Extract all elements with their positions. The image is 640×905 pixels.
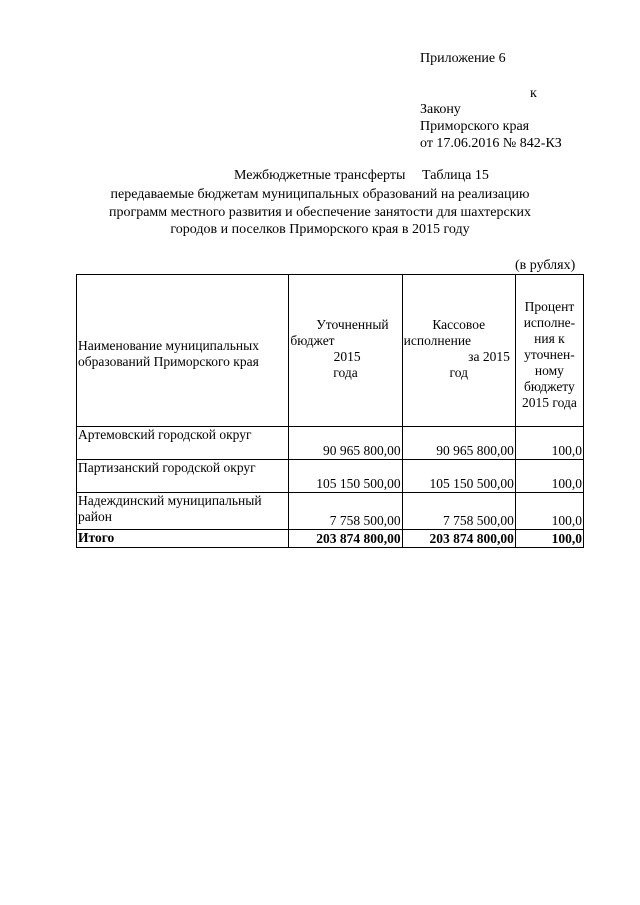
heading-line-4: городов и поселков Приморского края в 2015 году (170, 222, 470, 237)
row-name: Партизанский городской округ (77, 460, 289, 493)
row-budget: 105 150 500,00 (289, 460, 402, 493)
appendix-number: Приложение 6 (420, 51, 506, 66)
heading-line-2: передаваемые бюджетам муниципальных образований на реализацию (110, 187, 530, 202)
transfers-table (76, 274, 584, 548)
row-budget: 7 758 500,00 (289, 493, 402, 530)
table-total-row (77, 530, 584, 548)
header-budget-line: бюджет (290, 333, 335, 348)
header-cash-line: год (449, 365, 468, 380)
table-row (77, 460, 584, 493)
total-percent: 100,0 (515, 530, 583, 548)
header-cash (402, 275, 515, 427)
row-percent: 100,0 (515, 460, 583, 493)
total-label: Итого (77, 530, 289, 548)
table-header-row (77, 275, 584, 427)
header-cash-line: Кассовое (432, 317, 486, 332)
row-name: Артемовский городской округ (77, 427, 289, 460)
header-percent-line: ному (534, 362, 564, 378)
header-budget-line: Уточненный (316, 317, 389, 332)
header-name-line: образований Приморского края (78, 353, 259, 369)
total-budget: 203 874 800,00 (289, 530, 402, 548)
header-budget (289, 275, 402, 427)
row-cash: 105 150 500,00 (402, 460, 515, 493)
header-percent-line: Процент (524, 298, 575, 314)
table-row (77, 493, 584, 530)
heading-line-3: программ местного развития и обеспечение занятости для шахтерских (108, 205, 532, 220)
header-percent (515, 275, 583, 427)
row-percent: 100,0 (515, 493, 583, 530)
header-name-line: Наименование муниципальных (78, 337, 259, 353)
appendix-region: Приморского края (420, 119, 530, 134)
table-label: Таблица 15 (422, 168, 489, 183)
row-percent: 100,0 (515, 427, 583, 460)
table-row (77, 427, 584, 460)
units-note: (в рублях) (515, 258, 576, 273)
row-cash: 7 758 500,00 (402, 493, 515, 530)
header-percent-line: уточнен- (524, 346, 575, 362)
row-cash: 90 965 800,00 (402, 427, 515, 460)
header-budget-line: года (333, 365, 358, 380)
total-cash: 203 874 800,00 (402, 530, 515, 548)
header-cash-line: за 2015 (468, 349, 510, 364)
row-budget: 90 965 800,00 (289, 427, 402, 460)
appendix-date: от 17.06.2016 № 842-КЗ (420, 136, 562, 151)
header-percent-line: 2015 года (522, 394, 577, 410)
header-percent-line: бюджету (524, 378, 575, 394)
header-percent-line: ния к (534, 330, 565, 346)
appendix-to: к (530, 86, 537, 101)
heading-title: Межбюджетные трансферты (234, 168, 406, 183)
row-name-line: Надеждинский муниципальный (78, 493, 262, 508)
header-percent-line: исполне- (523, 314, 576, 330)
header-name (77, 275, 289, 427)
header-budget-line: 2015 (333, 349, 361, 364)
row-name-line: район (78, 509, 112, 524)
appendix-law: Закону (420, 102, 461, 117)
header-cash-line: исполнение (403, 333, 472, 348)
row-name (77, 493, 289, 530)
